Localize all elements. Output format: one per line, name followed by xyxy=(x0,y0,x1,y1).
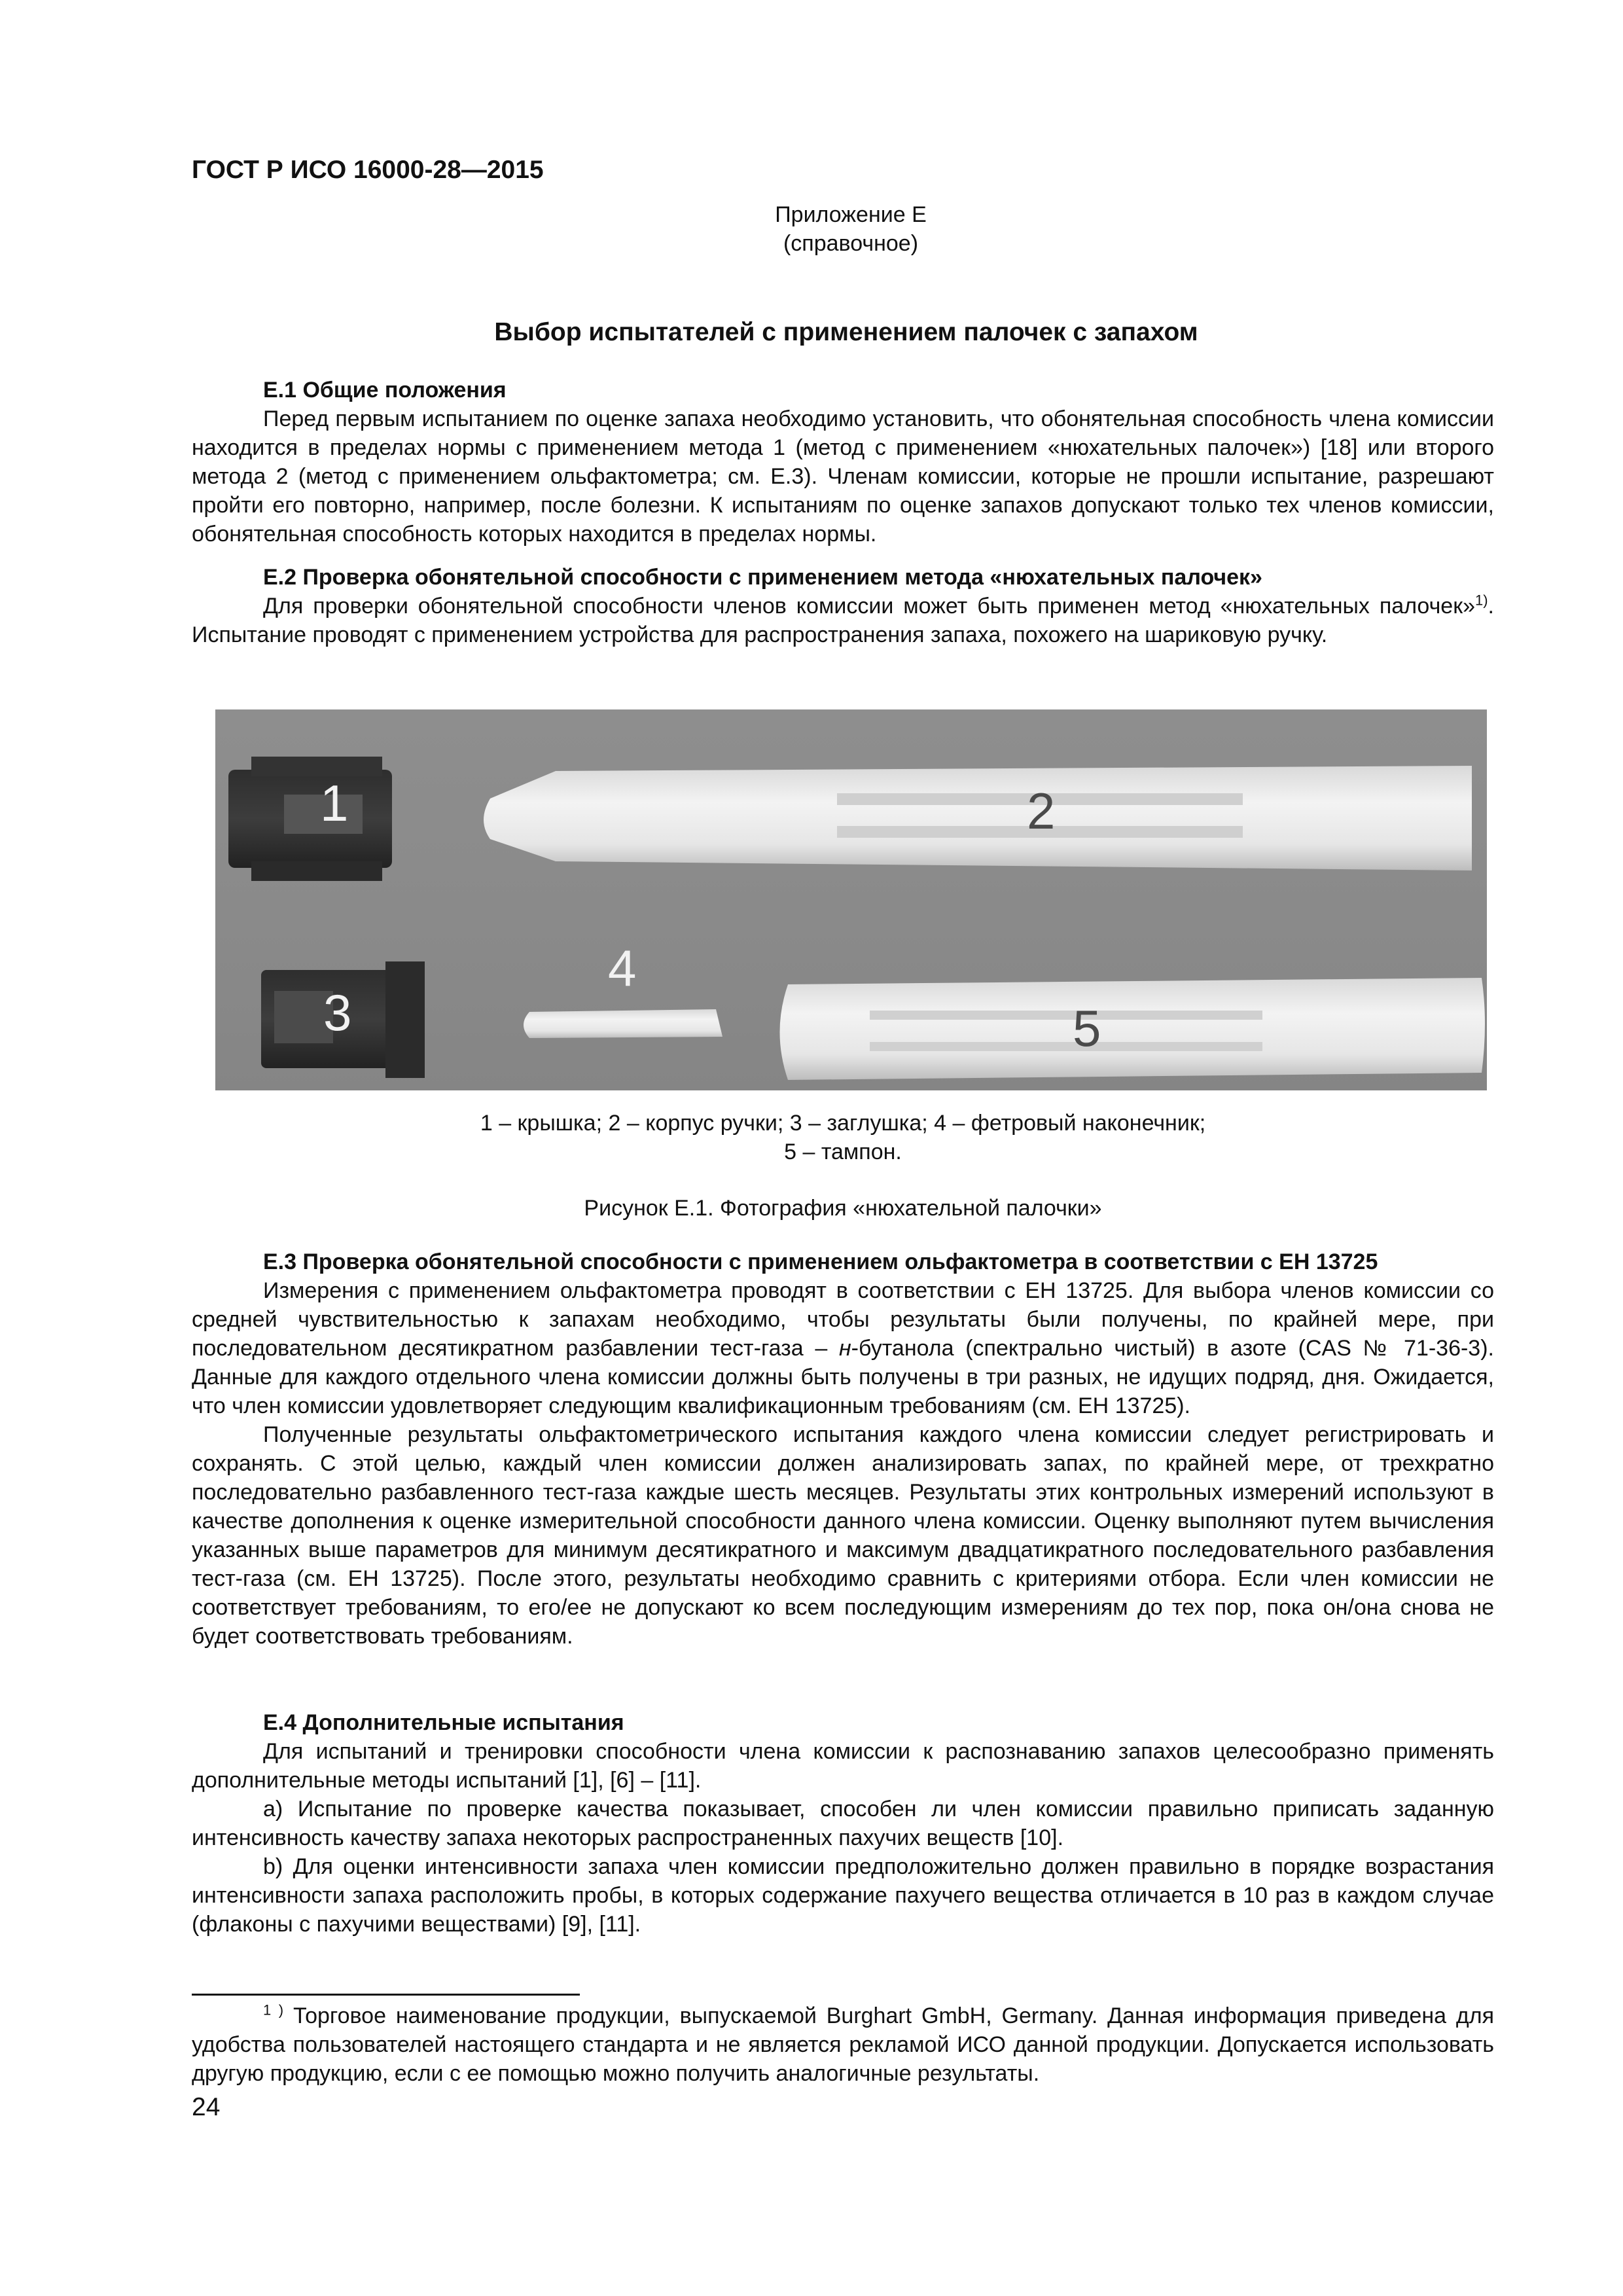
footnote-separator xyxy=(192,1994,580,1996)
footnote-reference: 1) xyxy=(1474,592,1488,609)
section-e3-heading: Е.3 Проверка обонятельной способности с применением ольфактометра в соответствии с ЕН 13725 xyxy=(263,1249,1378,1274)
section-e1-heading: Е.1 Общие положения xyxy=(263,378,507,403)
pen-body-part xyxy=(484,766,1472,870)
section-e4-heading: Е.4 Дополнительные испытания xyxy=(263,1710,624,1735)
section-e4 xyxy=(192,1708,1494,1939)
section-e3-paragraph-1 xyxy=(192,1276,1494,1420)
section-e2 xyxy=(192,563,1494,649)
part-label-3: 3 xyxy=(323,984,352,1041)
annex-label: Приложение Е xyxy=(775,202,927,227)
section-e1-text: Перед первым испытанием по оценке запаха необходимо установить, что обонятельная способность члена комиссии находится в пределах нормы с применением метода 1 (метод с применением «нюхательных палочек») [18] или второго метода 2 (метод с применением ольфактометра; см. Е.3). Членам комиссии, которые не прошли испытание, разрешают пройти его повторно, например, после болезни. К испытаниям по оценке запахов допускают только тех членов комиссии, обонятельная способность которых находится в пределах нормы. xyxy=(192,406,1494,547)
section-e3-paragraph-2: Полученные результаты ольфактометрического испытания каждого члена комиссии следует регистрировать и сохранять. С этой целью, каждый член комиссии должен анализировать запах, по крайней мере, от трехкратно последовательно разбавленного тест-газа каждые шесть месяцев. Результаты этих контрольных измерений используют в качестве дополнения к оценке измерительной способности данного члена комиссии. Оценку выполняют путем вычисления указанных выше параметров для минимум десятикратного и максимум двадцатикратного последовательного разбавления тест-газа (см. ЕН 13725). После этого, результаты необходимо сравнить с критериями отбора. Если член комиссии не соответствует требованиям, то его/ее не допускают ко всем последующим измерениям до тех пор, пока он/она снова не будет соответствовать требованиям. xyxy=(192,1422,1494,1649)
figure-legend-line1: 1 – крышка; 2 – корпус ручки; 3 – заглушка; 4 – фетровый наконечник; xyxy=(480,1111,1206,1136)
footnote-text xyxy=(192,2001,1494,2088)
section-e4-paragraph-1: Для испытаний и тренировки способности члена комиссии к распознаванию запахов целесообразно применять дополнительные методы испытаний [1], [6] – [11]. xyxy=(192,1739,1494,1793)
section-e2-text xyxy=(192,592,1494,649)
cap-part xyxy=(228,757,392,881)
figure-legend-line2: 5 – тампон. xyxy=(784,1139,902,1164)
sniffin-stick-photo xyxy=(215,709,1487,1090)
standard-header: ГОСТ Р ИСО 16000-28—2015 xyxy=(192,156,544,184)
page-number: 24 xyxy=(192,2093,221,2121)
e2-text-part2: . Испытание проводят с применением устройства для распространения запаха, похожего на шариковую ручку. xyxy=(192,594,1494,647)
photo-drawing xyxy=(215,709,1487,1090)
section-e3 xyxy=(192,1247,1494,1651)
part-label-4: 4 xyxy=(608,939,637,997)
footnote xyxy=(192,2001,1494,2088)
footnote-body: Торговое наименование продукции, выпускаемой Burghart GmbH, Germany. Данная информация приведена для удобства пользователей настоящего стандарта и не является рекламой ИСО данной продукции. Допускается использовать другую продукцию, если с ее помощью можно получить аналогичные результаты. xyxy=(192,2003,1494,2086)
section-e4-item-b: b) Для оценки интенсивности запаха член комиссии предположительно должен правильно в порядке возрастания интенсивности запаха расположить пробы, в которых содержание пахучего вещества отличается в 10 раз в каждом случае (флаконы с пахучими веществами) [9], [11]. xyxy=(192,1854,1494,1937)
part-label-2: 2 xyxy=(1027,782,1056,840)
e2-text-part1: Для проверки обонятельной способности членов комиссии может быть применен метод «нюхательных палочек» xyxy=(263,594,1475,619)
annex-type: (справочное) xyxy=(783,231,919,256)
part-label-5: 5 xyxy=(1073,999,1101,1057)
section-e1 xyxy=(192,376,1494,548)
section-e4-item-a: a) Испытание по проверке качества показывает, способен ли член комиссии правильно приписать заданную интенсивность качеству запаха некоторых распространенных пахучих веществ [10]. xyxy=(192,1797,1494,1850)
footnote-mark: 1 ) xyxy=(263,2001,284,2018)
section-e2-heading: Е.2 Проверка обонятельной способности с применением метода «нюхательных палочек» xyxy=(263,565,1262,590)
e3-para1-part1: Измерения с применением ольфактометра проводят в соответствии с ЕН 13725. Для выбора членов комиссии со средней чувствительностью к запахам необходимо, чтобы результаты были получены, по крайней мере, при последовательном десятикратном разбавлении тест-газа – xyxy=(192,1278,1494,1361)
tampon-part xyxy=(780,978,1486,1080)
part-label-1: 1 xyxy=(320,774,349,832)
annex-title: Выбор испытателей с применением палочек с запахом xyxy=(494,318,1198,346)
felt-tip-part xyxy=(524,1009,722,1038)
figure-caption: Рисунок Е.1. Фотография «нюхательной палочки» xyxy=(584,1196,1102,1221)
e3-para1-part2: -бутанола (спектрально чистый) в азоте (CAS № 71-36-3). Данные для каждого отдельного члена комиссии должны быть получены в три разных, не идущих подряд, дня. Ожидается, что член комиссии удовлетворяет следующим квалификационным требованиям (см. ЕН 13725). xyxy=(192,1336,1494,1418)
e3-para1-italic: н xyxy=(838,1336,851,1361)
